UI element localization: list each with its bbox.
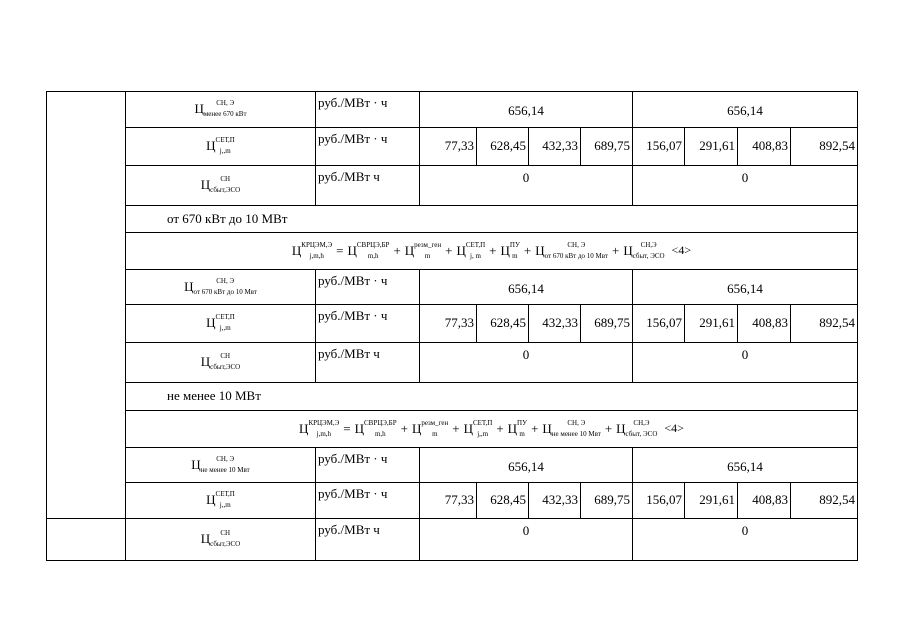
unit-cell: руб./МВт · ч (316, 448, 420, 483)
symbol-cell (126, 519, 316, 561)
value-cell: 156,07 (633, 483, 685, 519)
symbol-cell (126, 343, 316, 383)
section-heading: не менее 10 МВт (126, 383, 858, 411)
value-cell: 0 (633, 166, 858, 206)
value-cell: 628,45 (477, 483, 529, 519)
price-symbol: Ц СН, Э не менее 10 Мвт (191, 454, 250, 474)
value-cell: 0 (633, 343, 858, 383)
value-cell: 628,45 (477, 128, 529, 166)
price-symbol: Ц СН сбыт,ЭСО (200, 529, 241, 549)
value-cell: 892,54 (791, 128, 858, 166)
formula: Ц КРЦЭМ,Э j,m,h = Ц СВРЦЭ,БР m,h + Ц резм_ген m + Ц СЕТ,П j,,m + Ц ПУ m + Ц СН, Э не менее 10 Мвт + Ц СН,Э сбыт, ЭСО <4> (299, 418, 684, 438)
unit-cell: руб./МВт · ч (316, 270, 420, 305)
value-cell: 656,14 (420, 270, 633, 305)
value-cell: 432,33 (529, 483, 581, 519)
price-symbol: Ц СН, Э менее 670 кВт (194, 99, 247, 119)
value-cell: 656,14 (633, 270, 858, 305)
price-symbol: Ц СЕТ,П j,,m (206, 136, 235, 156)
table-row (47, 166, 858, 206)
value-cell: 432,33 (529, 128, 581, 166)
value-cell: 0 (420, 343, 633, 383)
value-cell: 0 (420, 519, 633, 561)
value-cell: 892,54 (791, 483, 858, 519)
value-cell: 689,75 (581, 483, 633, 519)
value-cell: 0 (633, 519, 858, 561)
table-row (47, 128, 858, 166)
symbol-cell (126, 483, 316, 519)
value-cell: 408,83 (738, 128, 791, 166)
table-row (47, 519, 858, 561)
value-cell: 77,33 (420, 305, 477, 343)
symbol-cell (126, 128, 316, 166)
tariff-table (46, 91, 858, 561)
unit-cell: руб./МВт ч (316, 343, 420, 383)
value-cell: 689,75 (581, 128, 633, 166)
symbol-cell (126, 448, 316, 483)
symbol-cell (126, 270, 316, 305)
table-row (47, 233, 858, 270)
table-row (47, 92, 858, 128)
table-row (47, 343, 858, 383)
value-cell: 892,54 (791, 305, 858, 343)
value-cell: 689,75 (581, 305, 633, 343)
formula-cell (126, 411, 858, 448)
value-cell: 0 (420, 166, 633, 206)
value-cell: 156,07 (633, 128, 685, 166)
value-cell: 408,83 (738, 483, 791, 519)
unit-cell: руб./МВт · ч (316, 128, 420, 166)
price-symbol: Ц СН сбыт,ЭСО (200, 352, 241, 372)
value-cell: 156,07 (633, 305, 685, 343)
unit-cell: руб./МВт · ч (316, 92, 420, 128)
section-heading: от 670 кВт до 10 МВт (126, 206, 858, 233)
left-merged-cell (47, 92, 126, 519)
value-cell: 291,61 (685, 305, 738, 343)
left-cell (47, 519, 126, 561)
unit-cell: руб./МВт · ч (316, 483, 420, 519)
table-row (47, 206, 858, 233)
unit-cell: руб./МВт ч (316, 519, 420, 561)
table-row (47, 383, 858, 411)
table-row (47, 270, 858, 305)
symbol-cell (126, 166, 316, 206)
value-cell: 656,14 (420, 448, 633, 483)
value-cell: 408,83 (738, 305, 791, 343)
price-symbol: Ц СЕТ,П j,,m (206, 313, 235, 333)
unit-cell: руб./МВт ч (316, 166, 420, 206)
symbol-cell (126, 305, 316, 343)
table-row (47, 411, 858, 448)
value-cell: 77,33 (420, 483, 477, 519)
table-row (47, 448, 858, 483)
value-cell: 291,61 (685, 128, 738, 166)
value-cell: 432,33 (529, 305, 581, 343)
unit-cell: руб./МВт · ч (316, 305, 420, 343)
price-symbol: Ц СН, Э от 670 кВт до 10 Мвт (184, 276, 257, 296)
price-symbol: Ц СЕТ,П j,,m (206, 490, 235, 510)
value-cell: 656,14 (420, 92, 633, 128)
formula-cell (126, 233, 858, 270)
formula: Ц КРЦЭМ,Э j,m,h = Ц СВРЦЭ,БР m,h + Ц резм_ген m + Ц СЕТ,П j, m + Ц ПУ m + Ц СН, Э от 670 кВт до 10 Мвт + Ц СН,Э сбыт, ЭСО <4> (291, 240, 692, 260)
table-row (47, 305, 858, 343)
value-cell: 656,14 (633, 92, 858, 128)
value-cell: 77,33 (420, 128, 477, 166)
table-row (47, 483, 858, 519)
symbol-cell (126, 92, 316, 128)
price-symbol: Ц СН сбыт,ЭСО (200, 175, 241, 195)
value-cell: 291,61 (685, 483, 738, 519)
value-cell: 628,45 (477, 305, 529, 343)
value-cell: 656,14 (633, 448, 858, 483)
